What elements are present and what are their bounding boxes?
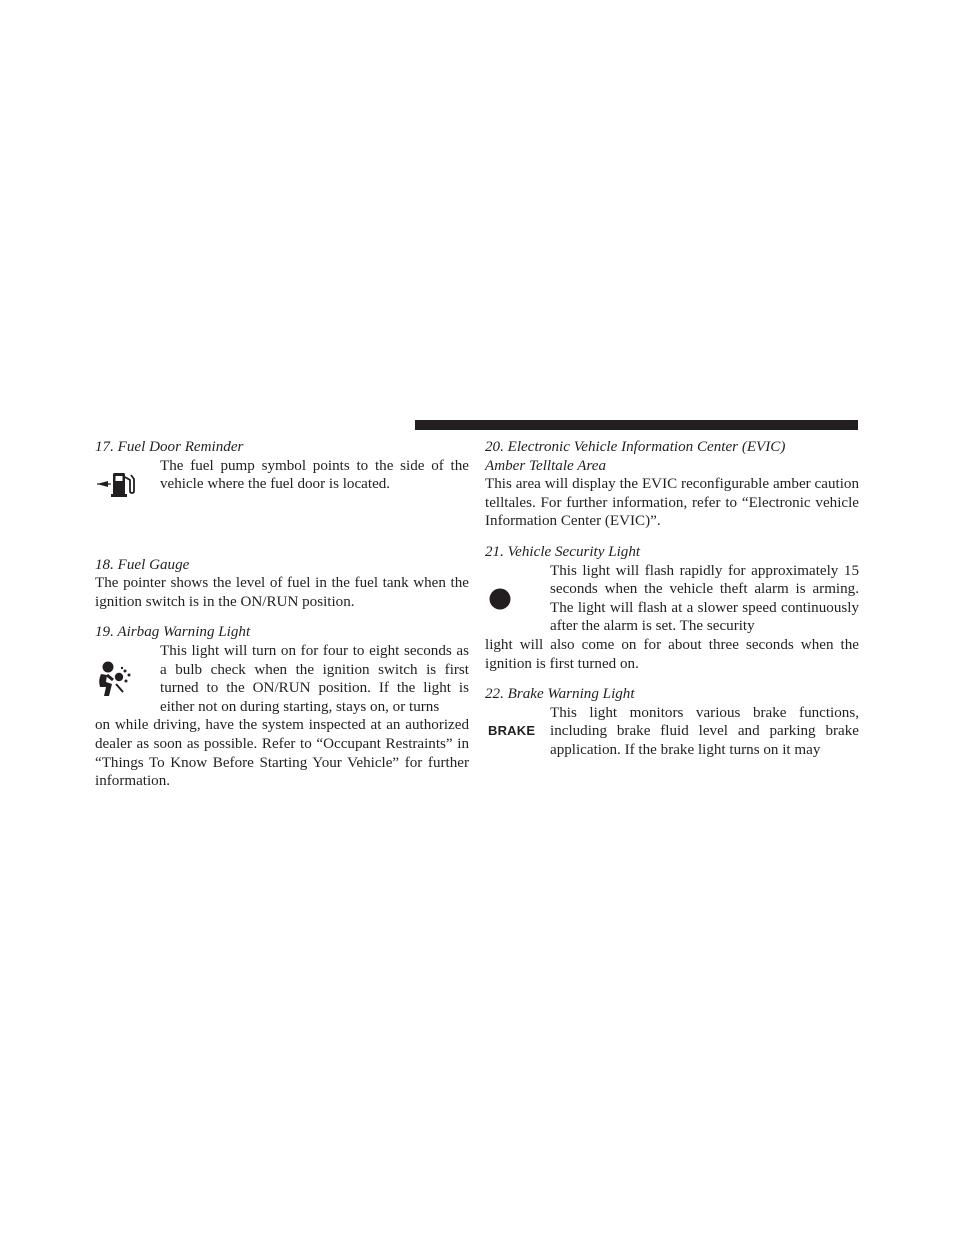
- fuel-gauge-text: The pointer shows the level of fuel in the fuel tank when the ignition switch is in the ON/RUN position.: [95, 575, 469, 610]
- airbag-text-continued: on while driving, have the system inspected at an authorized dealer as soon as possible. Refer to “Occupant Restraints” in “Things To Know Before Starting Your Vehicle” for further information.: [95, 717, 469, 790]
- brake-icon: [485, 704, 550, 759]
- left-column: [95, 438, 469, 803]
- brake-icon-label: BRAKE: [488, 722, 536, 738]
- section-heading: 19. Airbag Warning Light: [95, 624, 251, 641]
- section-brake: [485, 685, 859, 759]
- section-security: [485, 543, 859, 673]
- section-subheading: Amber Telltale Area: [485, 457, 607, 474]
- security-light-icon: [485, 562, 550, 636]
- airbag-text-side: This light will turn on for four to eight seconds as a bulb check when the ignition switch is first turned to the ON/RUN position. If the light is either not on during starting, stays on, or turns: [160, 642, 469, 715]
- section-heading: 18. Fuel Gauge: [95, 556, 190, 573]
- fuel-pump-icon: [95, 457, 160, 512]
- header-rule: [415, 420, 858, 430]
- section-fuel-door: [95, 438, 469, 512]
- section-fuel-gauge: [95, 556, 469, 612]
- section-evic: [485, 438, 859, 531]
- fuel-door-text: The fuel pump symbol points to the side of the vehicle where the fuel door is located.: [160, 457, 469, 493]
- security-text-side: This light will flash rapidly for approximately 15 seconds when the vehicle theft alarm is arming. The light will flash at a slower speed continuously after the alarm is set. The security: [550, 562, 859, 635]
- section-heading: 21. Vehicle Security Light: [485, 543, 641, 560]
- brake-text-side: This light monitors various brake functions, including brake fluid level and parking brake application. If the brake light turns on it may: [550, 704, 859, 758]
- right-column: [485, 438, 859, 772]
- section-heading: 17. Fuel Door Reminder: [95, 439, 244, 455]
- evic-text: This area will display the EVIC reconfigurable amber caution telltales. For further information, refer to “Electronic vehicle Information Center (EVIC)”.: [485, 476, 859, 530]
- airbag-icon: [95, 642, 160, 716]
- security-text-continued: light will also come on for about three seconds when the ignition is first turned on.: [485, 636, 859, 672]
- section-heading: 22. Brake Warning Light: [485, 686, 635, 703]
- section-airbag: [95, 623, 469, 790]
- section-heading: 20. Electronic Vehicle Information Center (EVIC): [485, 439, 786, 455]
